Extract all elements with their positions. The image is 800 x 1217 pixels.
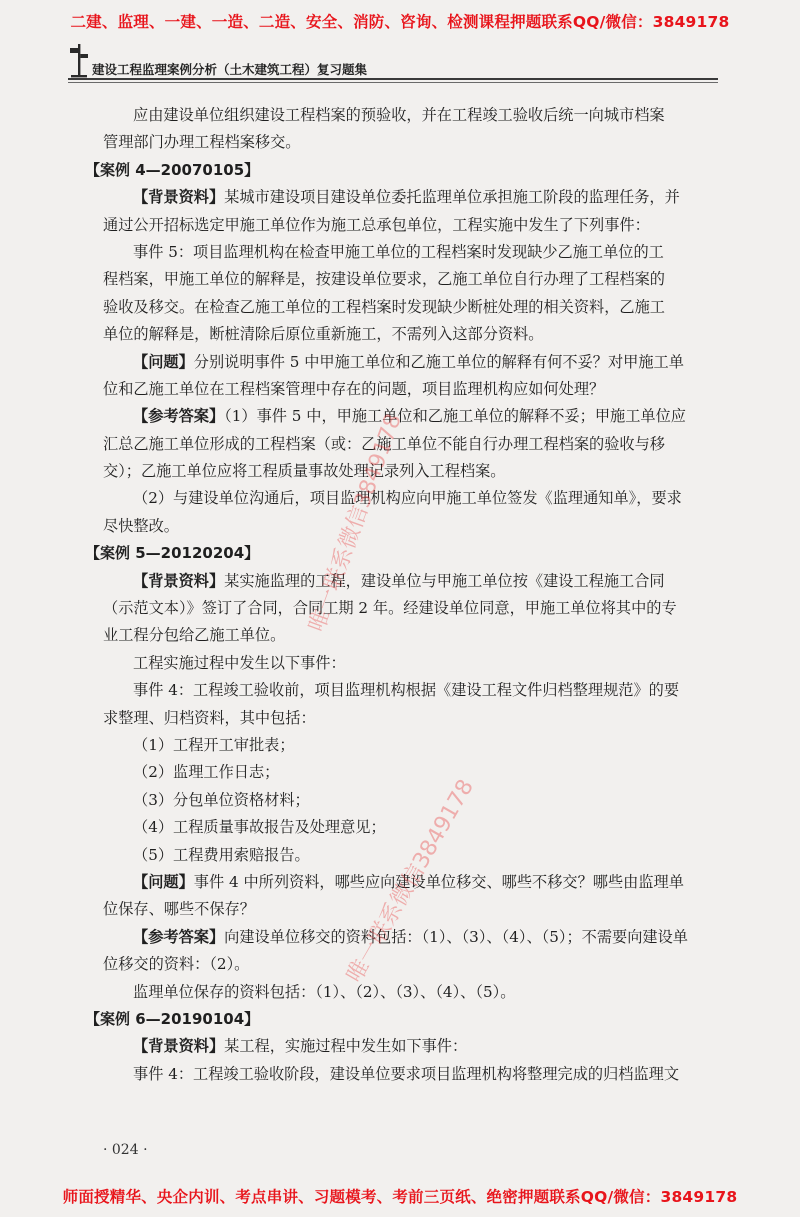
signpost-logo-icon xyxy=(68,42,90,78)
list-item: （3）分包单位资格材料； xyxy=(133,790,310,809)
background-line xyxy=(103,184,743,211)
background-label: 【背景资料】 xyxy=(133,188,225,207)
question-text: 事件 4 中所列资料，哪些应向建设单位移交、哪些不移交？哪些由监理单 xyxy=(193,872,684,891)
answer-line xyxy=(103,403,743,430)
paragraph-line: 交）；乙施工单位应将工程质量事故处理记录列入工程档案。 xyxy=(103,462,506,481)
background-label: 【背景资料】 xyxy=(133,571,225,590)
question-text: 分别说明事件 5 中甲施工单位和乙施工单位的解释有何不妥？对甲施工单 xyxy=(193,352,684,371)
paragraph-line: 事件 4：工程竣工验收前，项目监理机构根据《建设工程文件归档整理规范》的要 xyxy=(133,681,680,700)
paragraph-line: 位保存、哪些不保存？ xyxy=(103,900,255,919)
answer-line xyxy=(103,924,743,951)
paragraph-line: 事件 4：工程竣工验收阶段，建设单位要求项目监理机构将整理完成的归档监理文 xyxy=(133,1064,680,1083)
background-line xyxy=(103,1033,743,1060)
case-heading: 【案例 6—20190104】 xyxy=(85,1009,260,1028)
paragraph-line: （示范文本）》签订了合同，合同工期 2 年。经建设单位同意，甲施工单位将其中的专 xyxy=(103,599,677,618)
question-line xyxy=(103,869,743,896)
background-label: 【背景资料】 xyxy=(133,1037,225,1056)
header-rule-thin xyxy=(68,82,718,83)
bottom-ad-banner: 师面授精华、央企内训、考点串讲、习题模考、考前三页纸、绝密押题联系QQ/微信：3849178 xyxy=(62,1188,738,1206)
answer-label: 【参考答案】 xyxy=(133,927,225,946)
paragraph-line: 汇总乙施工单位形成的工程档案（或：乙施工单位不能自行办理工程档案的验收与移 xyxy=(103,434,665,453)
paragraph-line: 求整理、归档资料，其中包括： xyxy=(103,708,316,727)
case-heading: 【案例 5—20120204】 xyxy=(85,544,260,563)
background-line xyxy=(103,568,743,595)
top-ad-banner: 二建、监理、一建、一造、二造、安全、消防、咨询、检测课程押题联系QQ/微信：3849178 xyxy=(70,13,730,31)
list-item: （2）监理工作日志； xyxy=(133,763,280,782)
paragraph-line: 管理部门办理工程档案移交。 xyxy=(103,133,301,152)
page-number: · 024 · xyxy=(103,1142,148,1158)
running-header xyxy=(68,38,718,82)
page-body xyxy=(85,102,743,1088)
paragraph-line: 业工程分包给乙施工单位。 xyxy=(103,626,286,645)
question-label: 【问题】 xyxy=(133,872,194,891)
paragraph-line: （2）与建设单位沟通后，项目监理机构应向甲施工单位签发《监理通知单》，要求 xyxy=(133,489,682,508)
question-label: 【问题】 xyxy=(133,352,194,371)
paragraph-line: 位和乙施工单位在工程档案管理中存在的问题，项目监理机构应如何处理？ xyxy=(103,379,605,398)
list-item: （5）工程费用索赔报告。 xyxy=(133,845,310,864)
paragraph-line: 监理单位保存的资料包括：（1）、（2）、（3）、（4）、（5）。 xyxy=(133,982,516,1001)
list-item: （4）工程质量事故报告及处理意见； xyxy=(133,818,386,837)
paragraph-line: 单位的解释是，断桩清除后原位重新施工，不需列入这部分资料。 xyxy=(103,325,544,344)
paragraph-line: 位移交的资料：（2）。 xyxy=(103,955,250,974)
header-title: 建设工程监理案例分析（土木建筑工程）复习题集 xyxy=(92,62,368,77)
paragraph-line: 尽快整改。 xyxy=(103,516,179,535)
answer-label: 【参考答案】 xyxy=(133,407,225,426)
background-text: 某城市建设项目建设单位委托监理单位承担施工阶段的监理任务，并 xyxy=(224,188,680,207)
paragraph-line: 事件 5：项目监理机构在检查甲施工单位的工程档案时发现缺少乙施工单位的工 xyxy=(133,242,664,261)
question-line xyxy=(103,349,743,376)
answer-text: （1）事件 5 中，甲施工单位和乙施工单位的解释不妥；甲施工单位应 xyxy=(224,407,686,426)
watermark: 唯一联系微信3849178 xyxy=(304,410,407,636)
header-rule xyxy=(68,78,718,80)
answer-text: 向建设单位移交的资料包括：（1）、（3）、（4）、（5）；不需要向建设单 xyxy=(224,927,688,946)
background-text: 某工程，实施过程中发生如下事件： xyxy=(224,1037,468,1056)
background-text: 某实施监理的工程，建设单位与甲施工单位按《建设工程施工合同 xyxy=(224,571,665,590)
paragraph-line: 应由建设单位组织建设工程档案的预验收，并在工程竣工验收后统一向城市档案 xyxy=(133,106,665,124)
case-heading: 【案例 4—20070105】 xyxy=(85,160,260,179)
paragraph-line: 通过公开招标选定甲施工单位作为施工总承包单位，工程实施中发生了下列事件： xyxy=(103,215,650,234)
paragraph-line: 程档案，甲施工单位的解释是，按建设单位要求，乙施工单位自行办理了工程档案的 xyxy=(103,270,665,289)
paragraph-line: 工程实施过程中发生以下事件： xyxy=(133,653,346,672)
paragraph-line: 验收及移交。在检查乙施工单位的工程档案时发现缺少断桩处理的相关资料，乙施工 xyxy=(103,297,665,316)
watermark: 唯一联系微信3849178 xyxy=(342,775,479,987)
list-item: （1）工程开工审批表； xyxy=(133,735,295,754)
